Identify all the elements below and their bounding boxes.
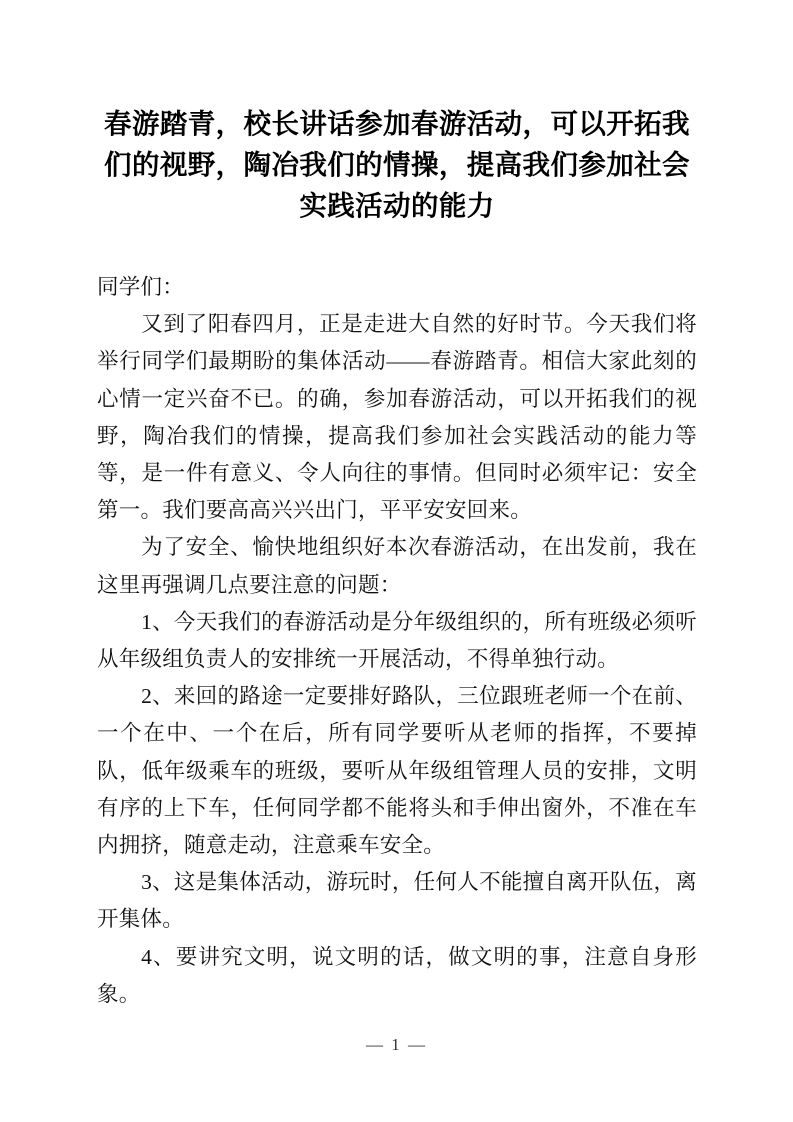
paragraph-item-2: 2、来回的路途一定要排好路队，三位跟班老师一个在前、一个在中、一个在后，所有同学要听从老师的指挥，不要掉队，低年级乘车的班级，要听从年级组管理人员的安排，文明有序的上下车，任何同学都不能将头和手伸出窗外，不准在车内拥挤，随意走动，注意乘车安全。 — [97, 684, 697, 858]
salutation: 同学们： — [97, 275, 185, 299]
document-content — [97, 0, 697, 1013]
page-number: — 1 — — [366, 1035, 427, 1054]
document-body — [97, 227, 697, 1013]
paragraph-2: 为了安全、愉快地组织好本次春游活动，在出发前，我在这里再强调几点要注意的问题： — [97, 535, 697, 597]
paragraph-item-4: 4、要讲究文明，说文明的话，做文明的事，注意自身形象。 — [97, 944, 697, 1006]
paragraph-item-1: 1、今天我们的春游活动是分年级组织的，所有班级必须听从年级组负责人的安排统一开展活动，不得单独行动。 — [97, 609, 697, 672]
page-title: 春游踏青，校长讲话参加春游活动，可以开拓我们的视野，陶冶我们的情操，提高我们参加社会实践活动的能力 — [104, 108, 690, 222]
paragraph-1: 又到了阳春四月，正是走进大自然的好时节。今天我们将举行同学们最期盼的集体活动——春游踏青。相信大家此刻的心情一定兴奋不已。的确，参加春游活动，可以开拓我们的视野，陶冶我们的情操，提高我们参加社会实践活动的能力等等，是一件有意义、令人向往的事情。但同时必须牢记：安全第一。我们要高高兴兴出门，平平安安回来。 — [97, 312, 697, 523]
paragraph-item-3: 3、这是集体活动，游玩时，任何人不能擅自离开队伍，离开集体。 — [97, 870, 697, 932]
